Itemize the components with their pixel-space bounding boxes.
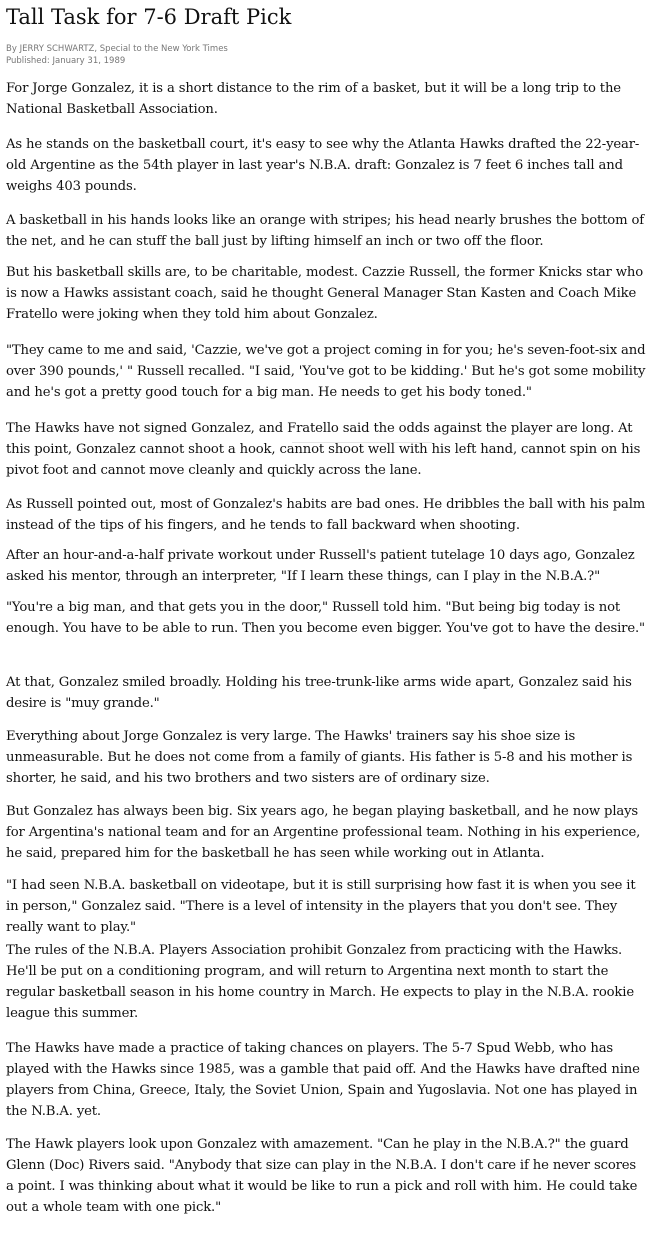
headline: Tall Task for 7-6 Draft Pick [6, 5, 292, 29]
paragraph: Everything about Jorge Gonzalez is very large. The Hawks' trainers say his shoe size is unmeasurable. But he does not come from a family of giants. His father is 5-8 and his mother is shorter, he said, and his two brothers and two sisters are of ordinary size. [6, 729, 633, 786]
paragraph: A basketball in his hands looks like an orange with stripes; his head nearly brushes the bottom of the net, and he can stuff the ball just by lifting himself an inch or two off the floor. [6, 213, 644, 249]
paragraph: "You're a big man, and that gets you in the door," Russell told him. "But being big today is not enough. You have to be able to run. Then you become even bigger. You've got to have the desire." [6, 600, 645, 636]
paragraph: "I had seen N.B.A. basketball on videotape, but it is still surprising how fast it is when you see it in person," Gonzalez said. "There is a level of intensity in the players that you don't see. They really want to play." [6, 878, 636, 935]
published-date: Published: January 31, 1989 [6, 56, 126, 66]
paragraph: After an hour-and-a-half private workout under Russell's patient tutelage 10 days ago, Gonzalez asked his mentor, through an interpreter, "If I learn these things, can I play in the N.B.A.?" [6, 548, 635, 584]
paragraph: The Hawks have made a practice of taking chances on players. The 5-7 Spud Webb, who has played with the Hawks since 1985, was a gamble that paid off. And the Hawks have drafted nine players from China, Greece, Italy, the Soviet Union, Spain and Yugoslavia. Not one has played in the N.B.A. yet. [6, 1041, 640, 1119]
paragraph: But Gonzalez has always been big. Six years ago, he began playing basketball, and he now plays for Argentina's national team and for an Argentine professional team. Nothing in his experience, he said, prepared him for the basketball he has seen while working out in Atlanta. [6, 804, 641, 861]
paragraph: The Hawks have not signed Gonzalez, and Fratello said the odds against the player are long. At this point, Gonzalez cannot shoot a hook, cannot shoot well with his left hand, cannot spin on his pivot foot and cannot move cleanly and quickly across the lane. [6, 421, 641, 478]
paragraph: For Jorge Gonzalez, it is a short distance to the rim of a basket, but it will be a long trip to the National Basketball Association. [6, 81, 621, 117]
paragraph: But his basketball skills are, to be charitable, modest. Cazzie Russell, the former Knicks star who is now a Hawks assistant coach, said he thought General Manager Stan Kasten and Coach Mike Fratello were joking when they told him about Gonzalez. [6, 265, 644, 322]
paragraph: "They came to me and said, 'Cazzie, we've got a project coming in for you; he's seven-foot-six and over 390 pounds,' " Russell recalled. "I said, 'You've got to be kidding.' But he's got some mobility and he's got a pretty good touch for a big man. He needs to get his body toned." [6, 343, 646, 400]
byline: By JERRY SCHWARTZ, Special to the New York Times [6, 44, 228, 54]
paragraph: The Hawk players look upon Gonzalez with amazement. "Can he play in the N.B.A.?" the guard Glenn (Doc) Rivers said. "Anybody that size can play in the N.B.A. I don't care if he never scores a point. I was thinking about what it would be like to run a pick and roll with him. He could take out a whole team with one pick." [6, 1137, 638, 1215]
paragraph: At that, Gonzalez smiled broadly. Holding his tree-trunk-like arms wide apart, Gonzalez said his desire is "muy grande." [6, 675, 632, 711]
paragraph: The rules of the N.B.A. Players Association prohibit Gonzalez from practicing with the Hawks. He'll be put on a conditioning program, and will return to Argentina next month to start the regular basketball season in his home country in March. He expects to play in the N.B.A. rookie league this summer. [6, 943, 634, 1021]
paragraph: As he stands on the basketball court, it's easy to see why the Atlanta Hawks drafted the 22-year-old Argentine as the 54th player in last year's N.B.A. draft: Gonzalez is 7 feet 6 inches tall and weighs 403 pounds. [6, 137, 640, 194]
paragraph: As Russell pointed out, most of Gonzalez's habits are bad ones. He dribbles the ball with his palm instead of the tips of his fingers, and he tends to fall backward when shooting. [6, 497, 646, 533]
